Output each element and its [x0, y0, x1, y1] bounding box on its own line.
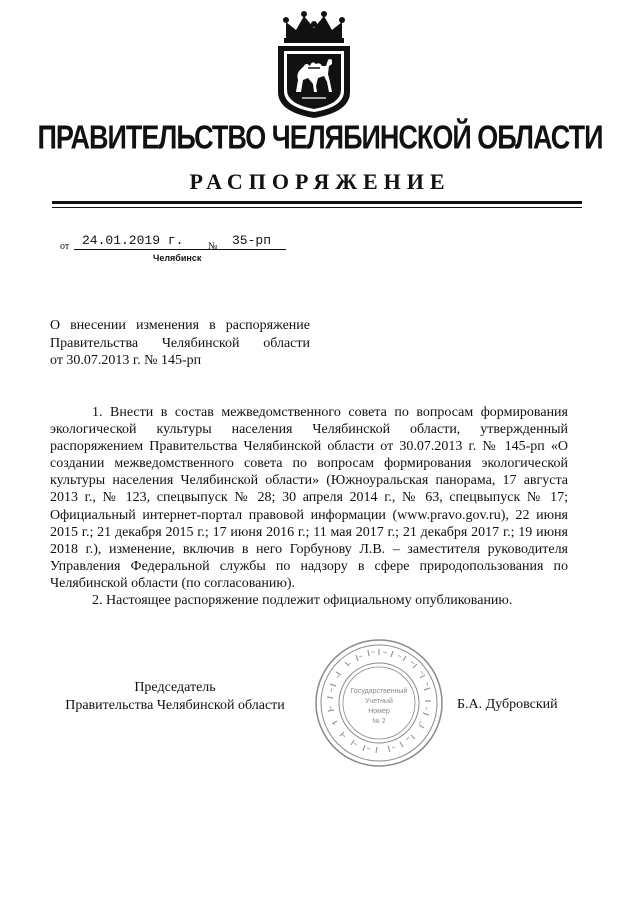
- number-underline: [222, 249, 286, 250]
- signatory-name: Б.А. Дубровский: [457, 697, 558, 712]
- signatory-position: [50, 679, 300, 715]
- issuing-city: Челябинск: [153, 253, 202, 263]
- subject-line-1: О внесении изменения в распоряжение: [50, 318, 310, 333]
- government-title: ПРАВИТЕЛЬСТВО ЧЕЛЯБИНСКОЙ ОБЛАСТИ: [37, 119, 603, 156]
- subject-line-2: Правительства Челябинской области: [50, 335, 310, 351]
- body-paragraph-1: 1. Внести в состав межведомственного совета по вопросам формирования экологической культуры населения Челябинской области, утвержденный распоряжением Правительства Челябинской области от 30.07.2013 г. № 145-рп «О создании межведомственного совета по вопросам формирования экологической культуры населения Челябинской области» (Южноуральская панорама, 17 августа 2013 г., № 123, спецвыпуск № 28; 30 апреля 2014 г., № 63, спецвыпуск № 17; Официальный интернет-портал правовой информации (www.pravo.gov.ru), 22 июня 2015 г.; 21 декабря 2015 г.; 17 июня 2016 г.; 11 мая 2017 г.; 21 декабря 2017 г.; 19 июня 2018 г.), изменение, включив в него Горбунову Л.В. – заместителя руководителя Управления Федеральной службы по надзору в сфере природопользования по Челябинской области (по согласованию).: [50, 405, 568, 591]
- stamp-text-1: Государственный: [350, 688, 408, 695]
- chelyabinsk-coat-of-arms-camel-icon: [272, 8, 356, 120]
- header-divider-thick: [52, 201, 582, 204]
- signatory-position-line-1: Председатель: [134, 680, 216, 695]
- date-label: от: [60, 241, 70, 252]
- stamp-text-3: Номер: [368, 708, 390, 715]
- document-date: 24.01.2019 г.: [82, 233, 184, 248]
- official-round-stamp-icon: [313, 637, 445, 769]
- document-number: 35-рп: [232, 233, 272, 248]
- subject-line-3: от 30.07.2013 г. № 145-рп: [50, 353, 202, 368]
- document-type: РАСПОРЯЖЕНИЕ: [189, 169, 451, 194]
- header-divider-thin: [52, 207, 582, 208]
- stamp-text-2: Учетный: [365, 698, 393, 705]
- document-body: [50, 404, 568, 609]
- document-subject: [50, 317, 310, 370]
- signatory-position-line-2: Правительства Челябинской области: [65, 698, 285, 713]
- body-paragraph-2: 2. Настоящее распоряжение подлежит официальному опубликованию.: [92, 593, 513, 609]
- stamp-text-4: № 2: [372, 718, 386, 725]
- number-label: №: [208, 241, 218, 252]
